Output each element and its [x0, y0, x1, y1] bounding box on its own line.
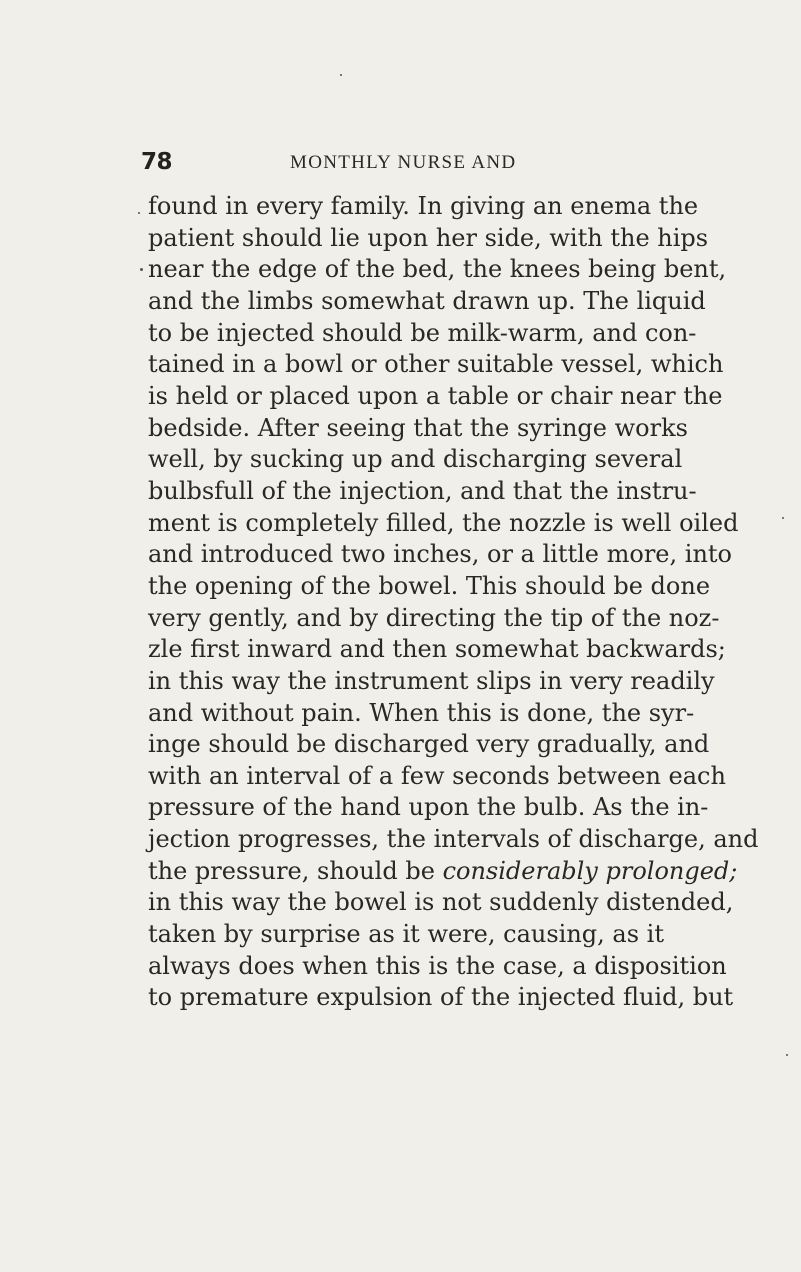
text-line: to premature expulsion of the injected fluid, but: [148, 983, 734, 1012]
text-line: inge should be discharged very gradually, and: [148, 730, 710, 759]
text-line: taken by surprise as it were, causing, as it: [148, 920, 664, 949]
text-line: to be injected should be milk-warm, and con-: [148, 318, 697, 347]
running-head: MONTHLY NURSE AND: [290, 152, 517, 173]
text-line: bedside. After seeing that the syringe works: [148, 413, 688, 442]
page-header: [141, 149, 671, 181]
page-number: 78: [141, 149, 173, 175]
text-line-with-italic: [148, 856, 738, 888]
scan-speck: [340, 74, 342, 76]
text-line: found in every family. In giving an enema the: [148, 192, 699, 220]
text-line: is held or placed upon a table or chair near the: [148, 381, 723, 410]
text-line: jection progresses, the intervals of discharge, and: [148, 825, 759, 854]
text-line: patient should lie upon her side, with the hips: [148, 223, 709, 252]
text-line: in this way the instrument slips in very readily: [148, 666, 715, 695]
text-line: tained in a bowl or other suitable vessel, which: [148, 350, 724, 379]
text-line: pressure of the hand upon the bulb. As the in-: [148, 793, 709, 822]
text-line: ment is completely filled, the nozzle is well oiled: [148, 508, 739, 537]
text-line: near the edge of the bed, the knees being bent,: [148, 255, 727, 284]
text-line: and without pain. When this is done, the syr-: [148, 698, 695, 727]
text-line: well, by sucking up and discharging several: [148, 445, 683, 474]
text-line: in this way the bowel is not suddenly distended,: [148, 888, 734, 917]
body-text: [148, 191, 759, 1014]
text-line: and the limbs somewhat drawn up. The liquid: [148, 286, 706, 315]
text-line: with an interval of a few seconds between each: [148, 761, 726, 790]
text-line: bulbsfull of the injection, and that the instru-: [148, 476, 697, 505]
text-segment: the pressure, should be: [148, 856, 435, 885]
scan-speck: [786, 1054, 788, 1056]
text-line: the opening of the bowel. This should be done: [148, 571, 711, 600]
text-line: always does when this is the case, a disposition: [148, 951, 727, 980]
text-line: very gently, and by directing the tip of the noz-: [148, 603, 720, 632]
scan-speck: [140, 268, 143, 271]
scan-speck: [138, 212, 140, 214]
text-line: and introduced two inches, or a little more, into: [148, 540, 732, 569]
text-line: zle first inward and then somewhat backwards;: [148, 635, 726, 664]
scan-speck: [782, 517, 784, 519]
italic-phrase: considerably prolonged;: [442, 856, 738, 885]
